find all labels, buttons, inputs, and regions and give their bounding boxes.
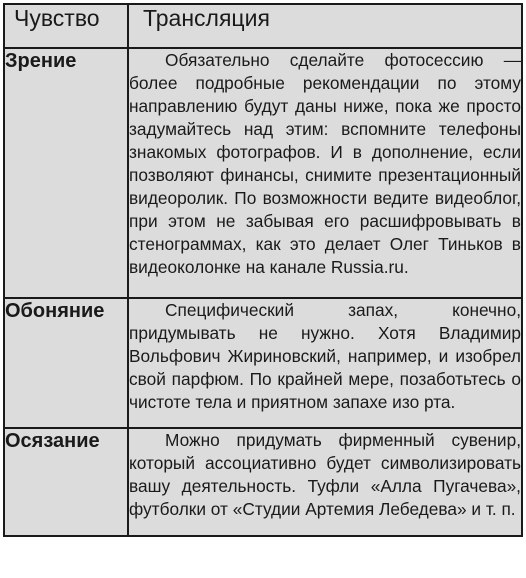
table-row: [4, 48, 522, 298]
translation-cell: Можно придумать фирменный сувенир, который ассоциативно будет символизировать вашу деятельность. Туфли «Алла Пугачева», футболки от «Студии Артемия Лебедева» и т. п.: [128, 428, 522, 536]
header-sense-label: Чувство: [14, 5, 100, 31]
translation-cell: Специфический запах, конечно, придумывать не нужно. Хотя Владимир Вольфович Жириновский, например, и изобрел свой парфюм. По крайней мере, позаботьтесь о чистоте тела и приятном запахе изо рта.: [128, 298, 522, 428]
sense-translation-table: [3, 3, 523, 537]
sense-cell: Зрение: [4, 48, 128, 298]
table-row: [4, 428, 522, 536]
translation-cell: Обязательно сделайте фотосессию — более подробные рекомендации по этому направлению будут даны ниже, пока же просто задумайтесь над этим: вспомните телефоны знакомых фотографов. И в дополнение, если позволяют финансы, снимите презентационный видеоролик. По возможности ведите видеоблог, при этом не забывая его расшифровывать в стенограммах, как это делает Олег Тиньков в видеоколонке на канале Russia.ru.: [128, 48, 522, 298]
table-row: [4, 298, 522, 428]
sense-cell: Осязание: [4, 428, 128, 536]
header-translation: [128, 4, 522, 48]
table-header-row: [4, 4, 522, 48]
header-translation-label: Трансляция: [143, 5, 270, 31]
header-sense: [4, 4, 128, 48]
sense-cell: Обоняние: [4, 298, 128, 428]
